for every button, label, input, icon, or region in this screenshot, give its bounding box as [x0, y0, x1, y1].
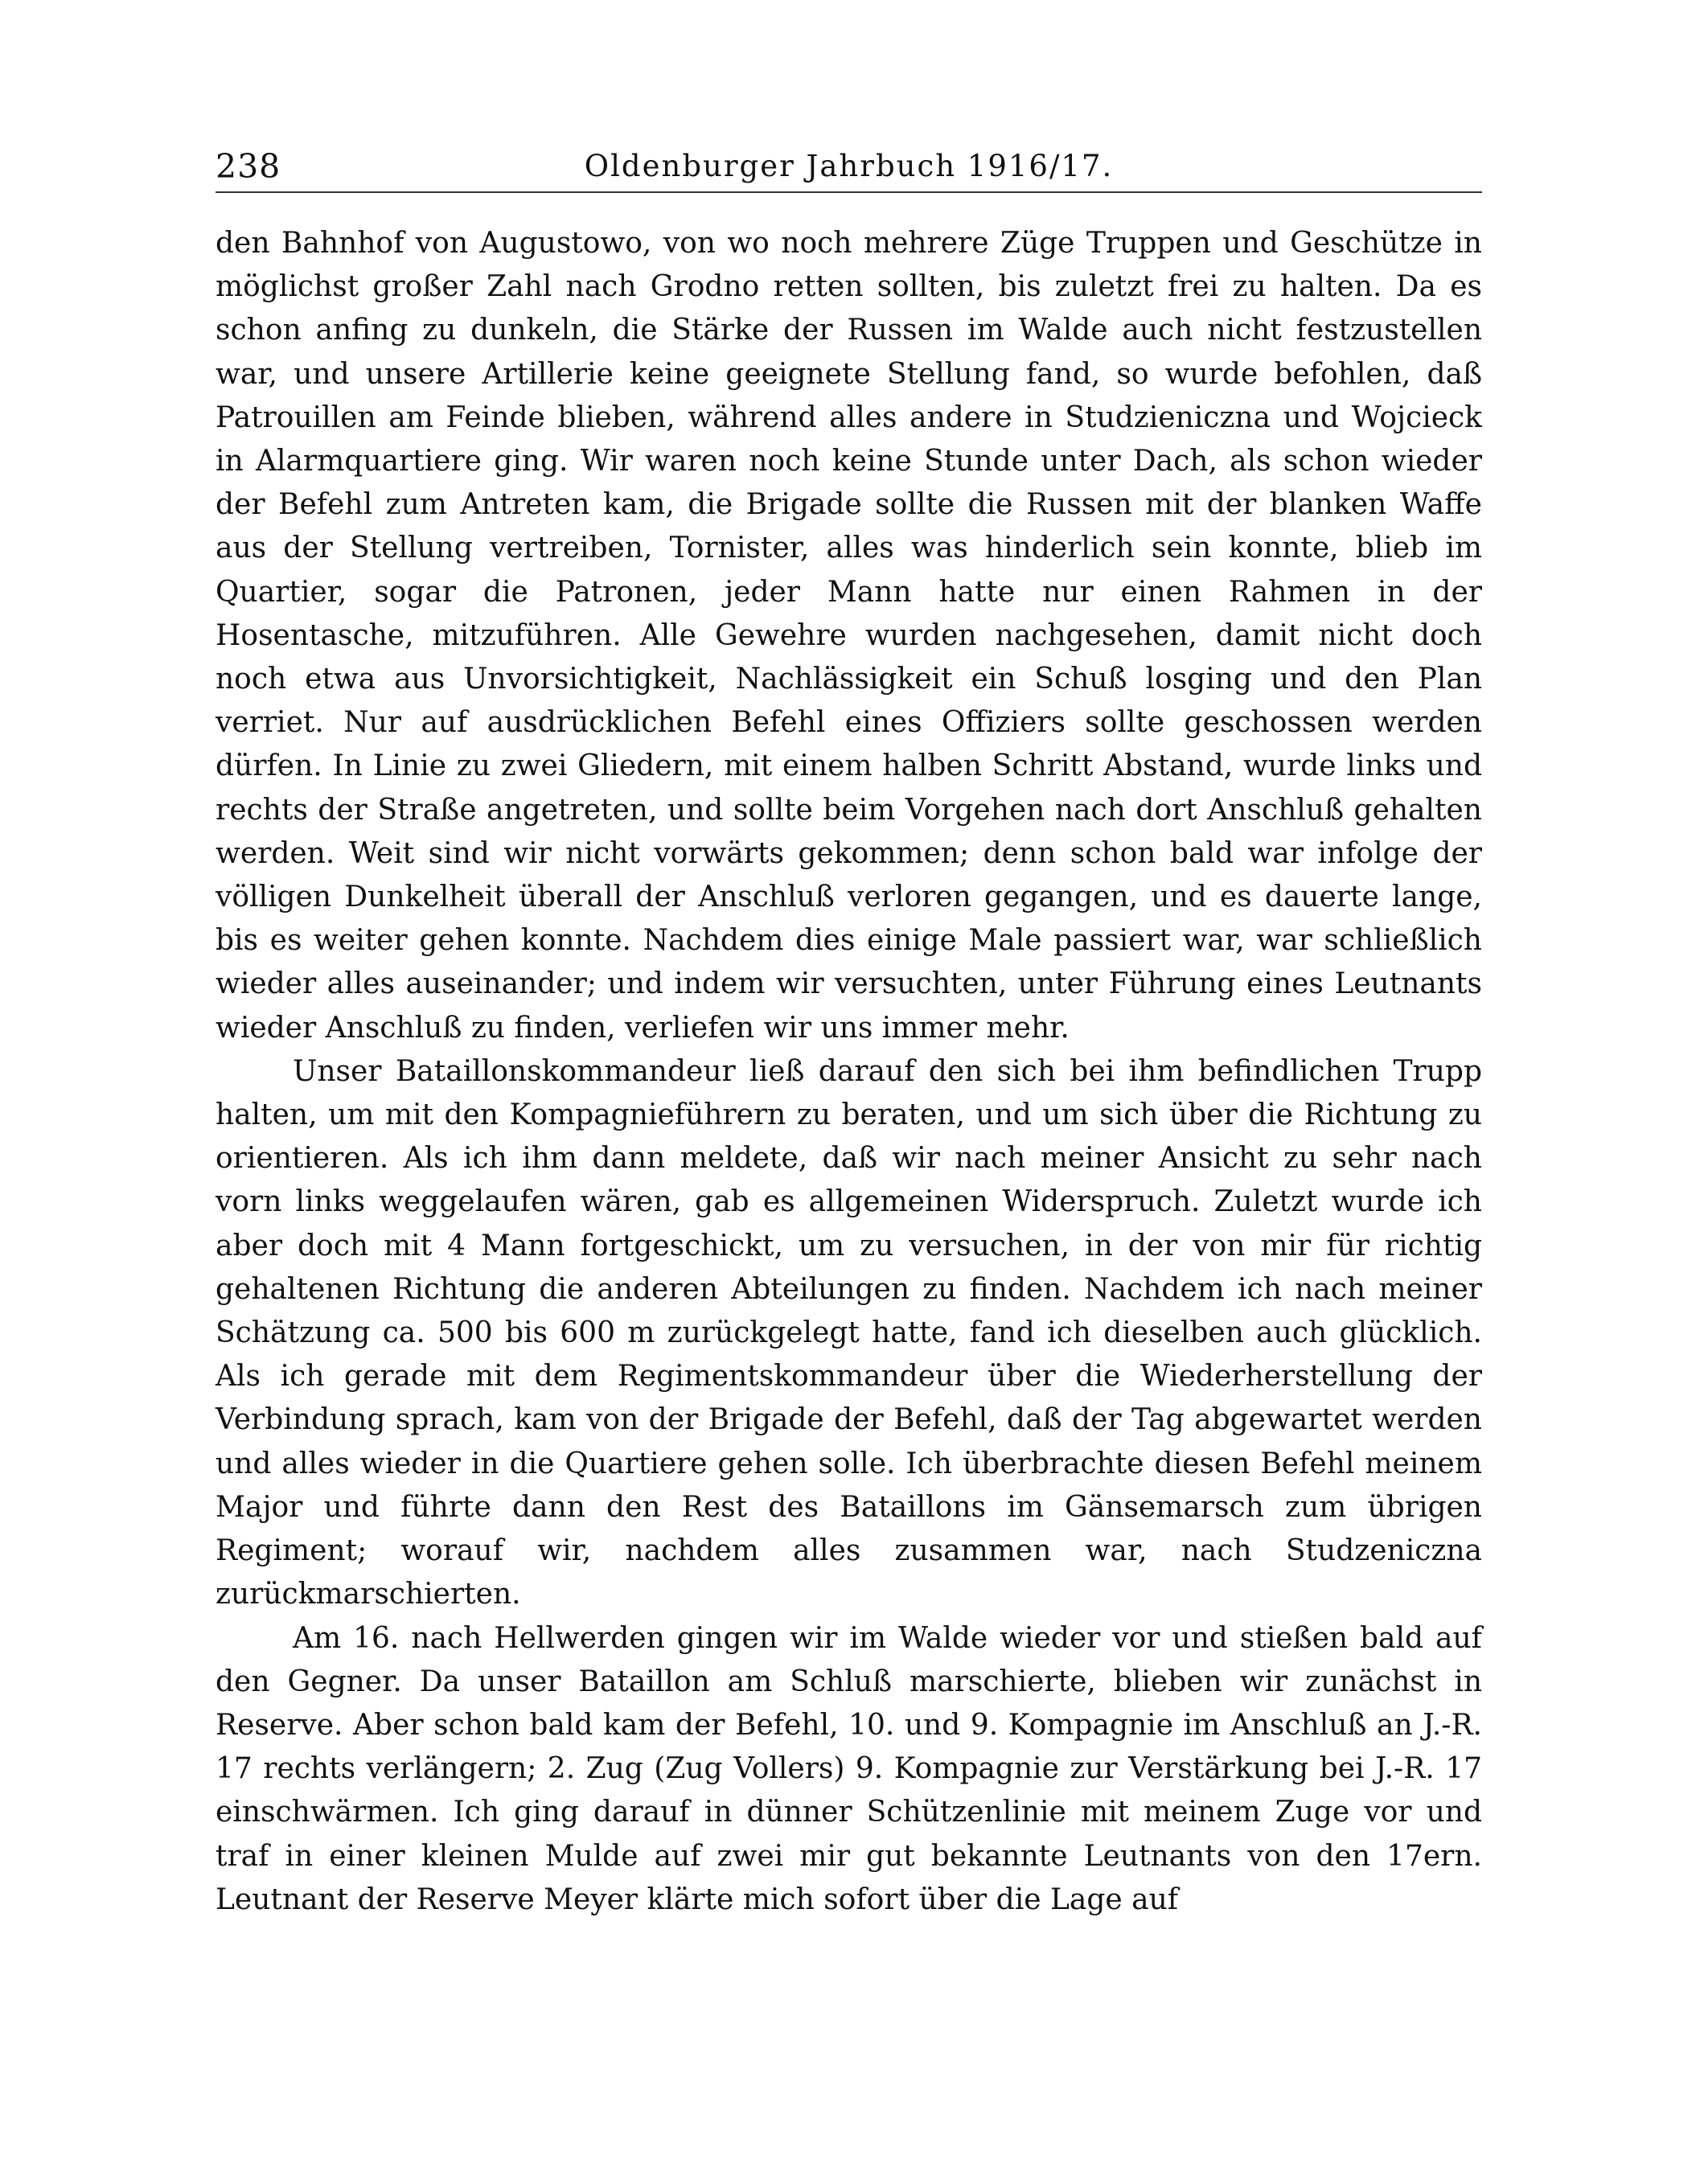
paragraph-2: Unser Bataillonskommandeur ließ darauf den sich bei ihm befindlichen Trupp halten, um mit den Kompagnieführern zu beraten, und um sich über die Richtung zu orientieren. Als ich ihm dann meldete, daß wir nach meiner Ansicht zu sehr nach vorn links weggelaufen wären, gab es allgemeinen Widerspruch. Zuletzt wurde ich aber doch mit 4 Mann fortgeschickt, um zu versuchen, in der von mir für richtig gehaltenen Richtung die anderen Abteilungen zu finden. Nachdem ich nach meiner Schätzung ca. 500 bis 600 m zurückgelegt hatte, fand ich dieselben auch glücklich. Als ich gerade mit dem Regimentskommandeur über die Wiederherstellung der Verbindung sprach, kam von der Brigade der Befehl, daß der Tag abgewartet werden und alles wieder in die Quartiere gehen solle. Ich überbrachte diesen Befehl meinem Major und führte dann den Rest des Bataillons im Gänsemarsch zum übrigen Regiment; worauf wir, nachdem alles zusammen war, nach Studzeniczna zurückmarschierten. — [216, 1054, 1482, 1611]
page-header — [216, 143, 1482, 190]
header-rule — [216, 191, 1482, 193]
paragraph-3: Am 16. nach Hellwerden gingen wir im Walde wieder vor und stießen bald auf den Gegner. Da unser Bataillon am Schluß marschierte, blieben wir zunächst in Reserve. Aber schon bald kam der Befehl, 10. und 9. Kompagnie im Anschluß an J.-R. 17 rechts verlängern; 2. Zug (Zug Vollers) 9. Kompagnie zur Verstärkung bei J.-R. 17 einschwärmen. Ich ging darauf in dünner Schützenlinie mit meinem Zuge vor und traf in einer kleinen Mulde auf zwei mir gut bekannte Leutnants von den 17ern. Leutnant der Reserve Meyer klärte mich sofort über die Lage auf — [216, 1621, 1482, 1916]
body-text — [216, 222, 1482, 1922]
paragraph-1: den Bahnhof von Augustowo, von wo noch mehrere Züge Truppen und Geschütze in möglichst großer Zahl nach Grodno retten sollten, bis zuletzt frei zu halten. Da es schon anfing zu dunkeln, die Stärke der Russen im Walde auch nicht festzustellen war, und unsere Artillerie keine geeignete Stellung fand, so wurde befohlen, daß Patrouillen am Feinde blieben, während alles andere in Studzieniczna und Wojcieck in Alarmquartiere ging. Wir waren noch keine Stunde unter Dach, als schon wieder der Befehl zum Antreten kam, die Brigade sollte die Russen mit der blanken Waffe aus der Stellung vertreiben, Tornister, alles was hinderlich sein konnte, blieb im Quartier, sogar die Patronen, jeder Mann hatte nur einen Rahmen in der Hosentasche, mitzuführen. Alle Gewehre wurden nachgesehen, damit nicht doch noch etwa aus Unvorsichtigkeit, Nachlässigkeit ein Schuß losging und den Plan verriet. Nur auf ausdrücklichen Befehl eines Offiziers sollte geschossen werden dürfen. In Linie zu zwei Gliedern, mit einem halben Schritt Abstand, wurde links und rechts der Straße angetreten, und sollte beim Vorgehen nach dort Anschluß gehalten werden. Weit sind wir nicht vorwärts gekommen; denn schon bald war infolge der völligen Dunkelheit überall der Anschluß verloren gegangen, und es dauerte lange, bis es weiter gehen konnte. Nachdem dies einige Male passiert war, war schließlich wieder alles auseinander; und indem wir versuchten, unter Führung eines Leutnants wieder Anschluß zu finden, verliefen wir uns immer mehr. — [216, 227, 1482, 1045]
running-title: Oldenburger Jahrbuch 1916/17. — [584, 149, 1114, 183]
page-number: 238 — [216, 147, 281, 186]
